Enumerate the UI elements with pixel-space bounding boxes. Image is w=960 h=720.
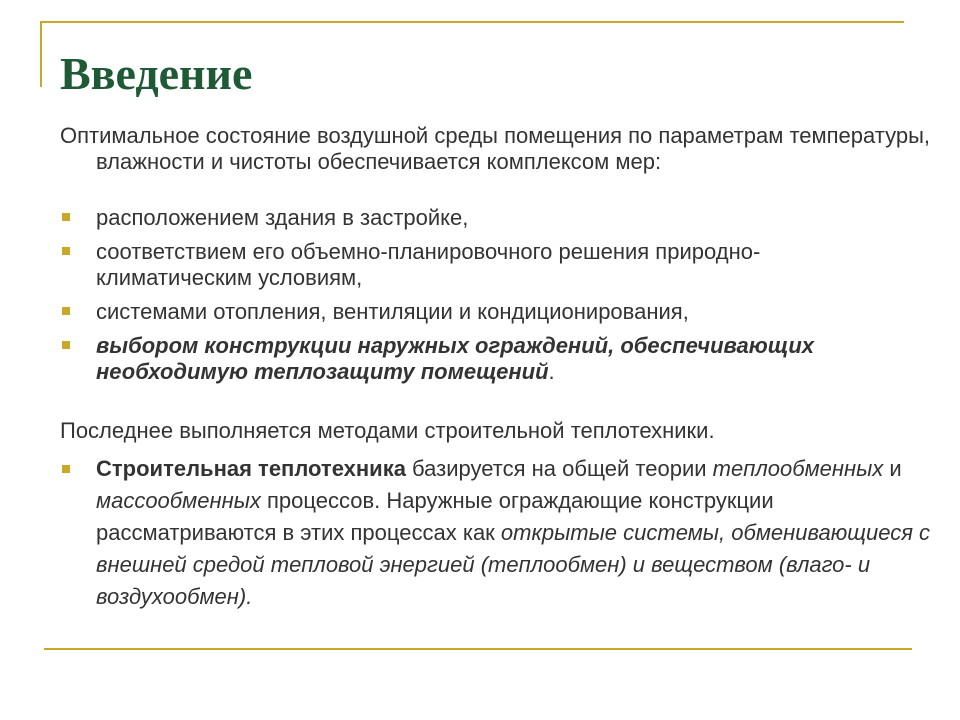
square-bullet-icon bbox=[62, 465, 70, 473]
text-span: базируется на общей теории bbox=[405, 456, 713, 481]
list-item bbox=[60, 333, 910, 385]
text-span: процессов. Наружные ограждающие конструкции рассматриваются в этих процессах как bbox=[96, 488, 774, 545]
italic-phrase: открытые системы, обменивающиеся с внешней средой тепловой энергией (теплообмен) и веществом (влаго- и воздухообмен). bbox=[96, 520, 931, 609]
bullet-text: соответствием его объемно-планировочного решения природно-климатическим условиям, bbox=[96, 239, 761, 290]
square-bullet-icon bbox=[62, 307, 70, 315]
list-item bbox=[60, 239, 910, 291]
slide-title: Введение bbox=[60, 48, 253, 99]
term-heading: Строительная теплотехника bbox=[96, 456, 406, 481]
frame-line-left bbox=[40, 21, 42, 87]
text-span: и bbox=[883, 456, 902, 481]
bullet-tail: . bbox=[548, 359, 555, 384]
square-bullet-icon bbox=[62, 213, 70, 221]
italic-term: массообменных bbox=[96, 488, 261, 513]
bullet-list bbox=[60, 205, 910, 393]
bullet-text: расположением здания в застройке, bbox=[96, 205, 469, 230]
list-item bbox=[60, 299, 910, 325]
square-bullet-icon bbox=[62, 247, 70, 255]
bottom-bullet bbox=[60, 453, 946, 613]
italic-term: теплообменных bbox=[712, 456, 884, 481]
list-item bbox=[60, 205, 910, 231]
bullet-text: системами отопления, вентиляции и кондиционирования, bbox=[96, 299, 689, 324]
frame-line-bottom bbox=[44, 648, 912, 650]
bullet-emphasis-text: выбором конструкции наружных ограждений, обеспечивающих необходимую теплозащиту помещений bbox=[96, 333, 815, 384]
frame-line-top bbox=[40, 21, 904, 23]
intro-paragraph: Оптимальное состояние воздушной среды помещения по параметрам температуры, влажности и чистоты обеспечивается комплексом мер: bbox=[60, 123, 930, 174]
square-bullet-icon bbox=[62, 341, 70, 349]
last-paragraph: Последнее выполняется методами строительной теплотехники. bbox=[60, 418, 715, 443]
